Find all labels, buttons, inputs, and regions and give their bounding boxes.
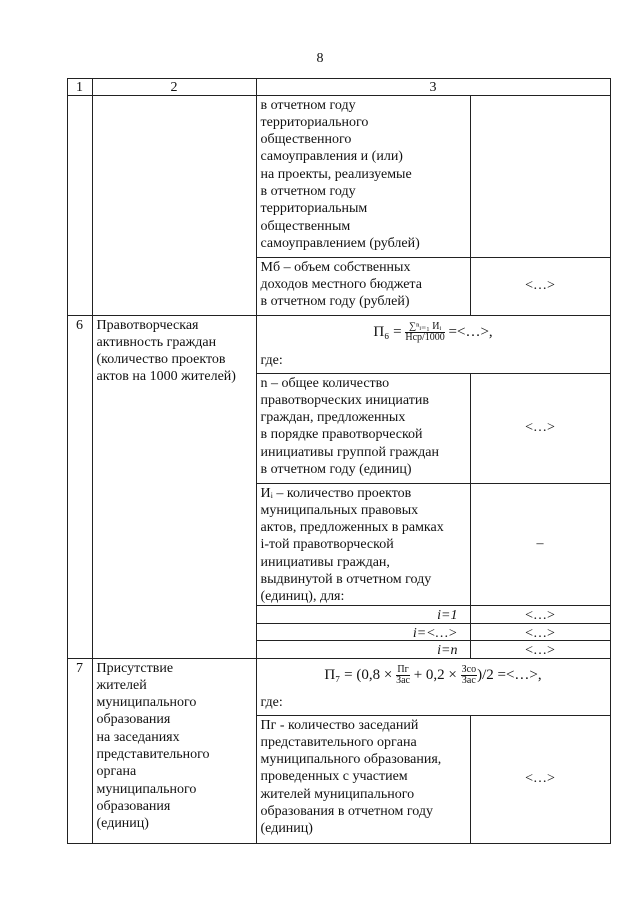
row6-num: 6	[67, 315, 93, 659]
row7-num: 7	[67, 658, 93, 844]
mb-value: <…>	[470, 257, 611, 316]
row7-pg-value: <…>	[470, 715, 611, 844]
subrow-label: i=<…>	[256, 623, 471, 641]
cont-num-cell	[67, 95, 93, 316]
row7-formula: П₇ = (0,8 × $\frac{Пг}{\text{Зас}}$ + 0,2 × $\frac{\text{Зсо}}{\text{Зас}}$ )/2 =<…>, где:	[256, 658, 611, 716]
subrow-value: <…>	[470, 623, 611, 641]
subrow-label: i=1	[256, 605, 471, 624]
subrow-label: i=n	[256, 640, 471, 659]
row6-ii-desc: Иᵢ – количество проектов муниципальных правовых актов, предложенных в рамках i-той правотворческой инициативы граждан, выдвинутой в отчетном году (единиц), для:	[256, 483, 471, 606]
header-col-3: 3	[256, 78, 611, 96]
cont-text-cell: в отчетном году территориального общественного самоуправления и (или) на проекты, реализуемые в отчетном году территориальным общественным самоуправлением (рублей)	[256, 95, 471, 258]
row7-pg-desc: Пг - количество заседаний представительного органа муниципального образования, проведенных с участием жителей муниципального образования в отчетном году (единиц)	[256, 715, 471, 844]
page-number: 8	[316, 51, 324, 66]
row6-name: Правотворческая активность граждан (количество проектов актов на 1000 жителей)	[92, 315, 257, 659]
subrow-value: <…>	[470, 640, 611, 659]
header-col-2: 2	[92, 78, 257, 96]
header-col-1: 1	[67, 78, 93, 96]
row6-n-value: <…>	[470, 373, 611, 484]
cont-name-cell	[92, 95, 257, 316]
row7-name: Присутствие жителей муниципального образования на заседаниях представительного органа муниципального образования (единиц)	[92, 658, 257, 844]
row6-formula: П₆ = $\frac{\text{∑ⁿᵢ₌₁ Иᵢ}}{\text{Нср/1000}}$ =<…>, где:	[256, 315, 611, 374]
row6-ii-value: –	[470, 483, 611, 606]
cont-value-cell	[470, 95, 611, 258]
subrow-value: <…>	[470, 605, 611, 624]
row6-n-desc: n – общее количество правотворческих инициатив граждан, предложенных в порядке правотворческой инициативы группой граждан в отчетном году (единиц)	[256, 373, 471, 484]
mb-desc-cell: Мб – объем собственных доходов местного бюджета в отчетном году (рублей)	[256, 257, 471, 316]
